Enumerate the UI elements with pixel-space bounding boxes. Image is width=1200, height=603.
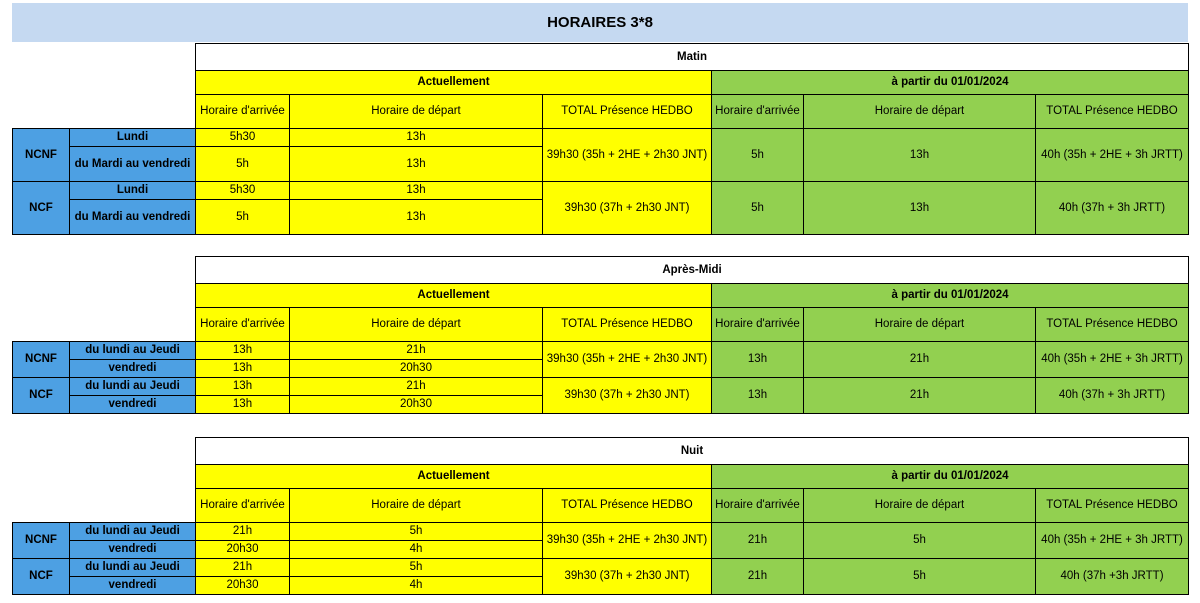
col-arrival: Horaire d'arrivée xyxy=(196,489,290,523)
period-title: Nuit xyxy=(196,438,1189,465)
day-label: Lundi xyxy=(70,129,196,147)
new-total-cell: 40h (35h + 2HE + 3h JRTT) xyxy=(1036,342,1189,378)
departure-cell: 4h xyxy=(290,541,543,559)
col-arrival-new: Horaire d'arrivée xyxy=(712,95,804,129)
new-arrival-cell: 5h xyxy=(712,129,804,182)
day-label: Lundi xyxy=(70,182,196,200)
group-label: NCF xyxy=(13,182,70,235)
col-departure: Horaire de départ xyxy=(290,308,543,342)
new-total-cell: 40h (37h + 3h JRTT) xyxy=(1036,378,1189,414)
day-label: vendredi xyxy=(70,541,196,559)
group-label: NCF xyxy=(13,378,70,414)
future-header: à partir du 01/01/2024 xyxy=(712,284,1189,308)
current-header: Actuellement xyxy=(196,71,712,95)
col-departure-new: Horaire de départ xyxy=(804,308,1036,342)
current-header: Actuellement xyxy=(196,465,712,489)
col-arrival-new: Horaire d'arrivée xyxy=(712,489,804,523)
new-departure-cell: 21h xyxy=(804,378,1036,414)
future-header: à partir du 01/01/2024 xyxy=(712,71,1189,95)
col-total: TOTAL Présence HEDBO xyxy=(543,95,712,129)
departure-cell: 5h xyxy=(290,523,543,541)
day-label: du Mardi au vendredi xyxy=(70,147,196,182)
day-label: du lundi au Jeudi xyxy=(70,523,196,541)
arrival-cell: 5h xyxy=(196,200,290,235)
arrival-cell: 20h30 xyxy=(196,541,290,559)
arrival-cell: 13h xyxy=(196,360,290,378)
col-departure: Horaire de départ xyxy=(290,95,543,129)
arrival-cell: 13h xyxy=(196,342,290,360)
departure-cell: 20h30 xyxy=(290,396,543,414)
day-label: vendredi xyxy=(70,577,196,595)
new-departure-cell: 13h xyxy=(804,129,1036,182)
arrival-cell: 5h30 xyxy=(196,129,290,147)
group-label: NCNF xyxy=(13,342,70,378)
col-total-new: TOTAL Présence HEDBO xyxy=(1036,489,1189,523)
arrival-cell: 21h xyxy=(196,523,290,541)
col-arrival: Horaire d'arrivée xyxy=(196,95,290,129)
departure-cell: 13h xyxy=(290,129,543,147)
page-title: HORAIRES 3*8 xyxy=(12,3,1188,42)
current-header: Actuellement xyxy=(196,284,712,308)
future-header: à partir du 01/01/2024 xyxy=(712,465,1189,489)
col-departure: Horaire de départ xyxy=(290,489,543,523)
new-arrival-cell: 13h xyxy=(712,378,804,414)
col-departure-new: Horaire de départ xyxy=(804,95,1036,129)
period-title: Après-Midi xyxy=(196,257,1189,284)
total-cell: 39h30 (35h + 2HE + 2h30 JNT) xyxy=(543,342,712,378)
col-total: TOTAL Présence HEDBO xyxy=(543,489,712,523)
group-label: NCF xyxy=(13,559,70,595)
day-label: du Mardi au vendredi xyxy=(70,200,196,235)
day-label: vendredi xyxy=(70,396,196,414)
arrival-cell: 21h xyxy=(196,559,290,577)
new-arrival-cell: 13h xyxy=(712,342,804,378)
new-total-cell: 40h (37h +3h JRTT) xyxy=(1036,559,1189,595)
group-label: NCNF xyxy=(13,523,70,559)
section-apres-midi xyxy=(12,256,1188,414)
total-cell: 39h30 (35h + 2HE + 2h30 JNT) xyxy=(543,129,712,182)
arrival-cell: 5h xyxy=(196,147,290,182)
col-departure-new: Horaire de départ xyxy=(804,489,1036,523)
departure-cell: 13h xyxy=(290,147,543,182)
new-arrival-cell: 21h xyxy=(712,559,804,595)
new-total-cell: 40h (35h + 2HE + 3h JRTT) xyxy=(1036,523,1189,559)
period-title: Matin xyxy=(196,44,1189,71)
departure-cell: 21h xyxy=(290,378,543,396)
day-label: du lundi au Jeudi xyxy=(70,559,196,577)
arrival-cell: 13h xyxy=(196,396,290,414)
arrival-cell: 13h xyxy=(196,378,290,396)
departure-cell: 13h xyxy=(290,182,543,200)
departure-cell: 21h xyxy=(290,342,543,360)
col-arrival: Horaire d'arrivée xyxy=(196,308,290,342)
section-matin xyxy=(12,43,1188,235)
new-departure-cell: 21h xyxy=(804,342,1036,378)
day-label: du lundi au Jeudi xyxy=(70,378,196,396)
col-total-new: TOTAL Présence HEDBO xyxy=(1036,308,1189,342)
total-cell: 39h30 (37h + 2h30 JNT) xyxy=(543,182,712,235)
group-label: NCNF xyxy=(13,129,70,182)
departure-cell: 13h xyxy=(290,200,543,235)
new-arrival-cell: 21h xyxy=(712,523,804,559)
arrival-cell: 5h30 xyxy=(196,182,290,200)
col-arrival-new: Horaire d'arrivée xyxy=(712,308,804,342)
total-cell: 39h30 (37h + 2h30 JNT) xyxy=(543,559,712,595)
new-arrival-cell: 5h xyxy=(712,182,804,235)
total-cell: 39h30 (37h + 2h30 JNT) xyxy=(543,378,712,414)
day-label: du lundi au Jeudi xyxy=(70,342,196,360)
total-cell: 39h30 (35h + 2HE + 2h30 JNT) xyxy=(543,523,712,559)
new-total-cell: 40h (35h + 2HE + 3h JRTT) xyxy=(1036,129,1189,182)
new-departure-cell: 5h xyxy=(804,523,1036,559)
new-departure-cell: 5h xyxy=(804,559,1036,595)
departure-cell: 4h xyxy=(290,577,543,595)
new-departure-cell: 13h xyxy=(804,182,1036,235)
new-total-cell: 40h (37h + 3h JRTT) xyxy=(1036,182,1189,235)
col-total-new: TOTAL Présence HEDBO xyxy=(1036,95,1189,129)
departure-cell: 5h xyxy=(290,559,543,577)
day-label: vendredi xyxy=(70,360,196,378)
arrival-cell: 20h30 xyxy=(196,577,290,595)
departure-cell: 20h30 xyxy=(290,360,543,378)
col-total: TOTAL Présence HEDBO xyxy=(543,308,712,342)
section-nuit xyxy=(12,437,1188,595)
